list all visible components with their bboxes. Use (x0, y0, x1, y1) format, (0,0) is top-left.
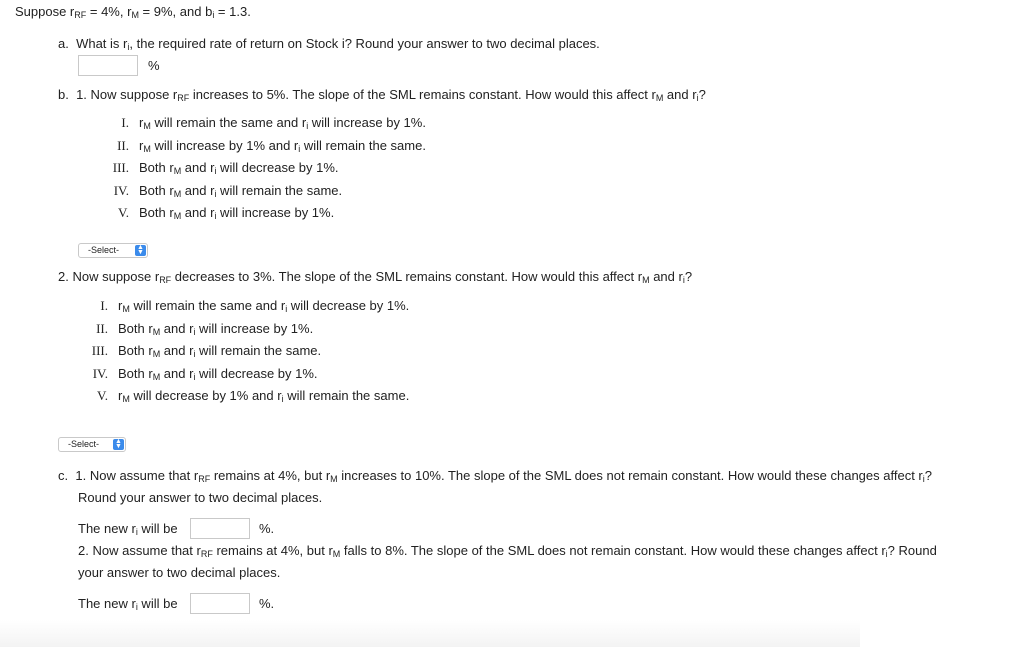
part-c1-unit: %. (259, 521, 275, 536)
option-numeral: IV. (113, 182, 129, 198)
part-b1-question: b. 1. Now suppose $r_{RF}$ increases to 5%. The slope of the SML remains constant. How would this affect $r_M$ and $r_i$? (58, 87, 706, 103)
bottom-fade (0, 620, 860, 647)
option-numeral: III. (112, 160, 129, 175)
part-a-answer-input[interactable] (78, 55, 138, 76)
option-text: Both $r_M$ and $r_i$ will decrease by 1%. (139, 160, 339, 176)
option-text: $r_M$ will increase by 1% and $r_i$ will remain the same. (139, 137, 426, 154)
problem-intro: Suppose $r_{RF} = 4\%$, $r_M = 9\%$, and $b_i = 1.3$. (15, 4, 251, 20)
chevron-updown-icon: ▲ ▼ (113, 439, 124, 450)
option-text: $r_M$ will remain the same and $r_i$ will decrease by 1%. (118, 298, 410, 314)
part-a-unit: % (148, 58, 160, 73)
part-c2-question: 2. Now assume that $r_{RF}$ remains at 4%, but $r_M$ falls to 8%. The slope of the SML does not remain constant. How would these changes affect $r_i$? Round (78, 543, 937, 559)
part-c1-new-label: The new $r_i$ will be (78, 521, 178, 537)
part-c1-question-line2: Round your answer to two decimal places. (78, 490, 323, 505)
option-text: $r_M$ will decrease by 1% and $r_i$ will remain the same. (118, 388, 410, 404)
part-c2-unit: %. (259, 596, 275, 611)
option-text: Both $r_M$ and $r_i$ will increase by 1%. (139, 205, 335, 221)
option-numeral: III. (91, 343, 108, 358)
option-numeral: I. (121, 115, 129, 130)
option-text: Both $r_M$ and $r_i$ will increase by 1%. (118, 320, 314, 337)
part-b2-select[interactable]: -Select- ▲ ▼ (58, 437, 126, 452)
option-numeral: II. (117, 137, 129, 153)
part-c2-question-line2: your answer to two decimal places. (78, 565, 281, 580)
part-c2-new-label: The new $r_i$ will be (78, 596, 178, 612)
option-numeral: II. (96, 320, 108, 336)
part-c2-answer-input[interactable] (190, 593, 250, 614)
option-numeral: IV. (92, 365, 108, 381)
option-text: Both $r_M$ and $r_i$ will decrease by 1%. (118, 365, 318, 382)
part-c1-answer-input[interactable] (190, 518, 250, 539)
option-text: Both $r_M$ and $r_i$ will remain the same. (139, 182, 343, 199)
option-text: $r_M$ will remain the same and $r_i$ will increase by 1%. (139, 115, 426, 131)
part-a-question: a. What is $r_i$, the required rate of return on Stock i? Round your answer to two decimal places. (58, 36, 600, 52)
option-numeral: V. (118, 205, 129, 220)
option-numeral: V. (97, 388, 108, 403)
part-c1-question: c. 1. Now assume that $r_{RF}$ remains at 4%, but $r_M$ increases to 10%. The slope of the SML does not remain constant. How would these changes affect $r_i$? (58, 468, 932, 484)
part-b1-select[interactable]: -Select- ▲ ▼ (78, 243, 148, 258)
option-text: Both $r_M$ and $r_i$ will remain the same. (118, 343, 322, 359)
chevron-updown-icon: ▲ ▼ (135, 245, 146, 256)
part-b2-question: 2. Now suppose $r_{RF}$ decreases to 3%. The slope of the SML remains constant. How would this affect $r_M$ and $r_i$? (58, 269, 693, 285)
option-numeral: I. (100, 298, 108, 313)
